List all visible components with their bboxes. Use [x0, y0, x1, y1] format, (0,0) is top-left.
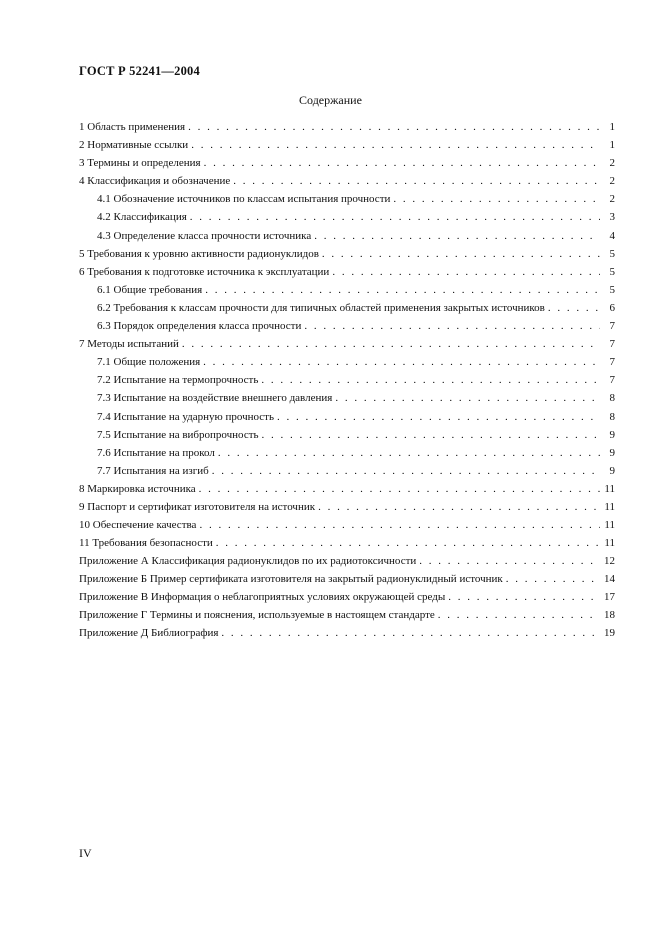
- leader-dots: [182, 335, 600, 353]
- toc-entry-page: 19: [604, 627, 615, 640]
- toc-entry-label: 4.2 Классификация: [97, 211, 187, 224]
- toc-entry[interactable]: [79, 516, 615, 534]
- toc-subentry[interactable]: [79, 190, 615, 208]
- toc-entry-page: 7: [609, 356, 615, 369]
- toc-subentry[interactable]: [79, 444, 615, 462]
- toc-entry-label: 7.4 Испытание на ударную прочность: [97, 410, 274, 423]
- toc-entry-page: 11: [604, 519, 615, 532]
- toc-entry-page: 14: [604, 573, 615, 586]
- leader-dots: [205, 281, 600, 299]
- toc-entry-label: 7.7 Испытания на изгиб: [97, 464, 209, 477]
- leader-dots: [548, 299, 600, 317]
- toc-subentry[interactable]: [79, 353, 615, 371]
- toc-entry-page: 9: [609, 428, 615, 441]
- toc-entry-label: 8 Маркировка источника: [79, 482, 196, 495]
- leader-dots: [199, 480, 600, 498]
- toc-entry-label: 5 Требования к уровню активности радионуклидов: [79, 247, 319, 260]
- toc-subentry[interactable]: [79, 227, 615, 245]
- toc-entry[interactable]: [79, 534, 615, 552]
- toc-appendix-entry[interactable]: [79, 606, 615, 624]
- leader-dots: [277, 408, 600, 426]
- toc-entry-page: 18: [604, 609, 615, 622]
- leader-dots: [322, 245, 600, 263]
- toc-entry-page: 7: [609, 374, 615, 387]
- toc-entry-label: 6.3 Порядок определения класса прочности: [97, 320, 302, 333]
- toc-entry-page: 17: [604, 591, 615, 604]
- toc-subentry[interactable]: [79, 317, 615, 335]
- leader-dots: [218, 444, 600, 462]
- leader-dots: [216, 534, 600, 552]
- toc-subentry[interactable]: [79, 208, 615, 226]
- toc-entry[interactable]: [79, 154, 615, 172]
- toc-entry-page: 9: [609, 464, 615, 477]
- toc-entry-page: 8: [609, 392, 615, 405]
- leader-dots: [191, 136, 600, 154]
- leader-dots: [199, 516, 600, 534]
- page-number: IV: [79, 846, 92, 860]
- leader-dots: [203, 353, 600, 371]
- toc-entry-label: Приложение Б Пример сертификата изготовителя на закрытый радионуклидный источник: [79, 573, 503, 586]
- leader-dots: [438, 606, 600, 624]
- toc-entry[interactable]: [79, 172, 615, 190]
- toc-entry[interactable]: [79, 480, 615, 498]
- toc-subentry[interactable]: [79, 426, 615, 444]
- leader-dots: [233, 172, 600, 190]
- leader-dots: [261, 371, 600, 389]
- leader-dots: [335, 389, 600, 407]
- leader-dots: [506, 570, 600, 588]
- toc-entry-page: 5: [609, 247, 615, 260]
- leader-dots: [212, 462, 600, 480]
- toc-entry[interactable]: [79, 498, 615, 516]
- toc-entry-page: 2: [609, 157, 615, 170]
- toc-entry-page: 1: [609, 139, 615, 152]
- toc-entry-label: Приложение Г Термины и пояснения, используемые в настоящем стандарте: [79, 609, 435, 622]
- toc-entry-label: Приложение В Информация о неблагоприятных условиях окружающей среды: [79, 591, 446, 604]
- toc-entry-page: 5: [609, 283, 615, 296]
- toc-entry-page: 7: [609, 320, 615, 333]
- toc-entry-label: 4.3 Определение класса прочности источника: [97, 229, 312, 242]
- toc-entry-page: 5: [609, 265, 615, 278]
- toc-entry[interactable]: [79, 118, 615, 136]
- leader-dots: [393, 190, 600, 208]
- leader-dots: [332, 263, 600, 281]
- toc-entry-label: 6.2 Требования к классам прочности для типичных областей применения закрытых источников: [97, 301, 545, 314]
- toc-entry-page: 11: [604, 482, 615, 495]
- toc-entry-page: 6: [609, 301, 615, 314]
- toc-subentry[interactable]: [79, 281, 615, 299]
- toc-entry-label: 7.3 Испытание на воздействие внешнего давления: [97, 392, 333, 405]
- leader-dots: [204, 154, 600, 172]
- toc-entry-label: Приложение А Классификация радионуклидов по их радиотоксичности: [79, 555, 417, 568]
- toc-entry-label: 9 Паспорт и сертификат изготовителя на источник: [79, 500, 316, 513]
- toc-entry-page: 1: [609, 121, 615, 133]
- leader-dots: [190, 208, 600, 226]
- toc-entry-page: 4: [609, 229, 615, 242]
- toc-entry-page: 3: [609, 211, 615, 224]
- toc-entry-label: 6 Требования к подготовке источника к эксплуатации: [79, 265, 330, 278]
- toc-entry-label: 6.1 Общие требования: [97, 283, 203, 296]
- toc-entry-label: 3 Термины и определения: [79, 157, 201, 170]
- toc-entry-label: 7.6 Испытание на прокол: [97, 446, 215, 459]
- toc-entry-label: 4 Классификация и обозначение: [79, 175, 231, 188]
- toc-appendix-entry[interactable]: [79, 570, 615, 588]
- toc-subentry[interactable]: [79, 462, 615, 480]
- toc-appendix-entry[interactable]: [79, 552, 615, 570]
- toc-entry[interactable]: [79, 263, 615, 281]
- leader-dots: [304, 317, 600, 335]
- toc-entry-label: 7.5 Испытание на вибропрочность: [97, 428, 259, 441]
- toc-entry-label: 2 Нормативные ссылки: [79, 139, 189, 152]
- toc-appendix-entry[interactable]: [79, 624, 615, 642]
- toc-subentry[interactable]: [79, 389, 615, 407]
- toc-entry-label: 7.2 Испытание на термопрочность: [97, 374, 259, 387]
- toc-entry-page: 8: [609, 410, 615, 423]
- table-of-contents: [79, 118, 615, 642]
- toc-title: Содержание: [299, 93, 362, 107]
- toc-entry-label: 4.1 Обозначение источников по классам испытания прочности: [97, 193, 391, 206]
- toc-entry[interactable]: [79, 335, 615, 353]
- toc-entry-page: 2: [609, 193, 615, 206]
- toc-subentry[interactable]: [79, 299, 615, 317]
- toc-subentry[interactable]: [79, 408, 615, 426]
- toc-entry-label: 10 Обеспечение качества: [79, 519, 197, 532]
- toc-appendix-entry[interactable]: [79, 588, 615, 606]
- toc-entry-page: 7: [609, 338, 615, 351]
- toc-entry-page: 2: [609, 175, 615, 188]
- leader-dots: [448, 588, 600, 606]
- toc-subentry[interactable]: [79, 371, 615, 389]
- toc-entry[interactable]: [79, 136, 615, 154]
- toc-entry-label: Приложение Д Библиография: [79, 627, 219, 640]
- toc-entry[interactable]: [79, 245, 615, 263]
- leader-dots: [314, 227, 600, 245]
- toc-entry-label: 7 Методы испытаний: [79, 338, 179, 351]
- toc-entry-page: 11: [604, 500, 615, 513]
- document-header: ГОСТ Р 52241—2004: [79, 64, 200, 78]
- toc-entry-page: 11: [604, 537, 615, 550]
- leader-dots: [221, 624, 600, 642]
- toc-entry-label: 11 Требования безопасности: [79, 537, 213, 550]
- toc-entry-label: 1 Область применения: [79, 121, 186, 133]
- toc-entry-label: 7.1 Общие положения: [97, 356, 201, 369]
- leader-dots: [188, 118, 600, 136]
- leader-dots: [419, 552, 600, 570]
- toc-entry-page: 9: [609, 446, 615, 459]
- toc-entry-page: 12: [604, 555, 615, 568]
- leader-dots: [262, 426, 600, 444]
- leader-dots: [318, 498, 600, 516]
